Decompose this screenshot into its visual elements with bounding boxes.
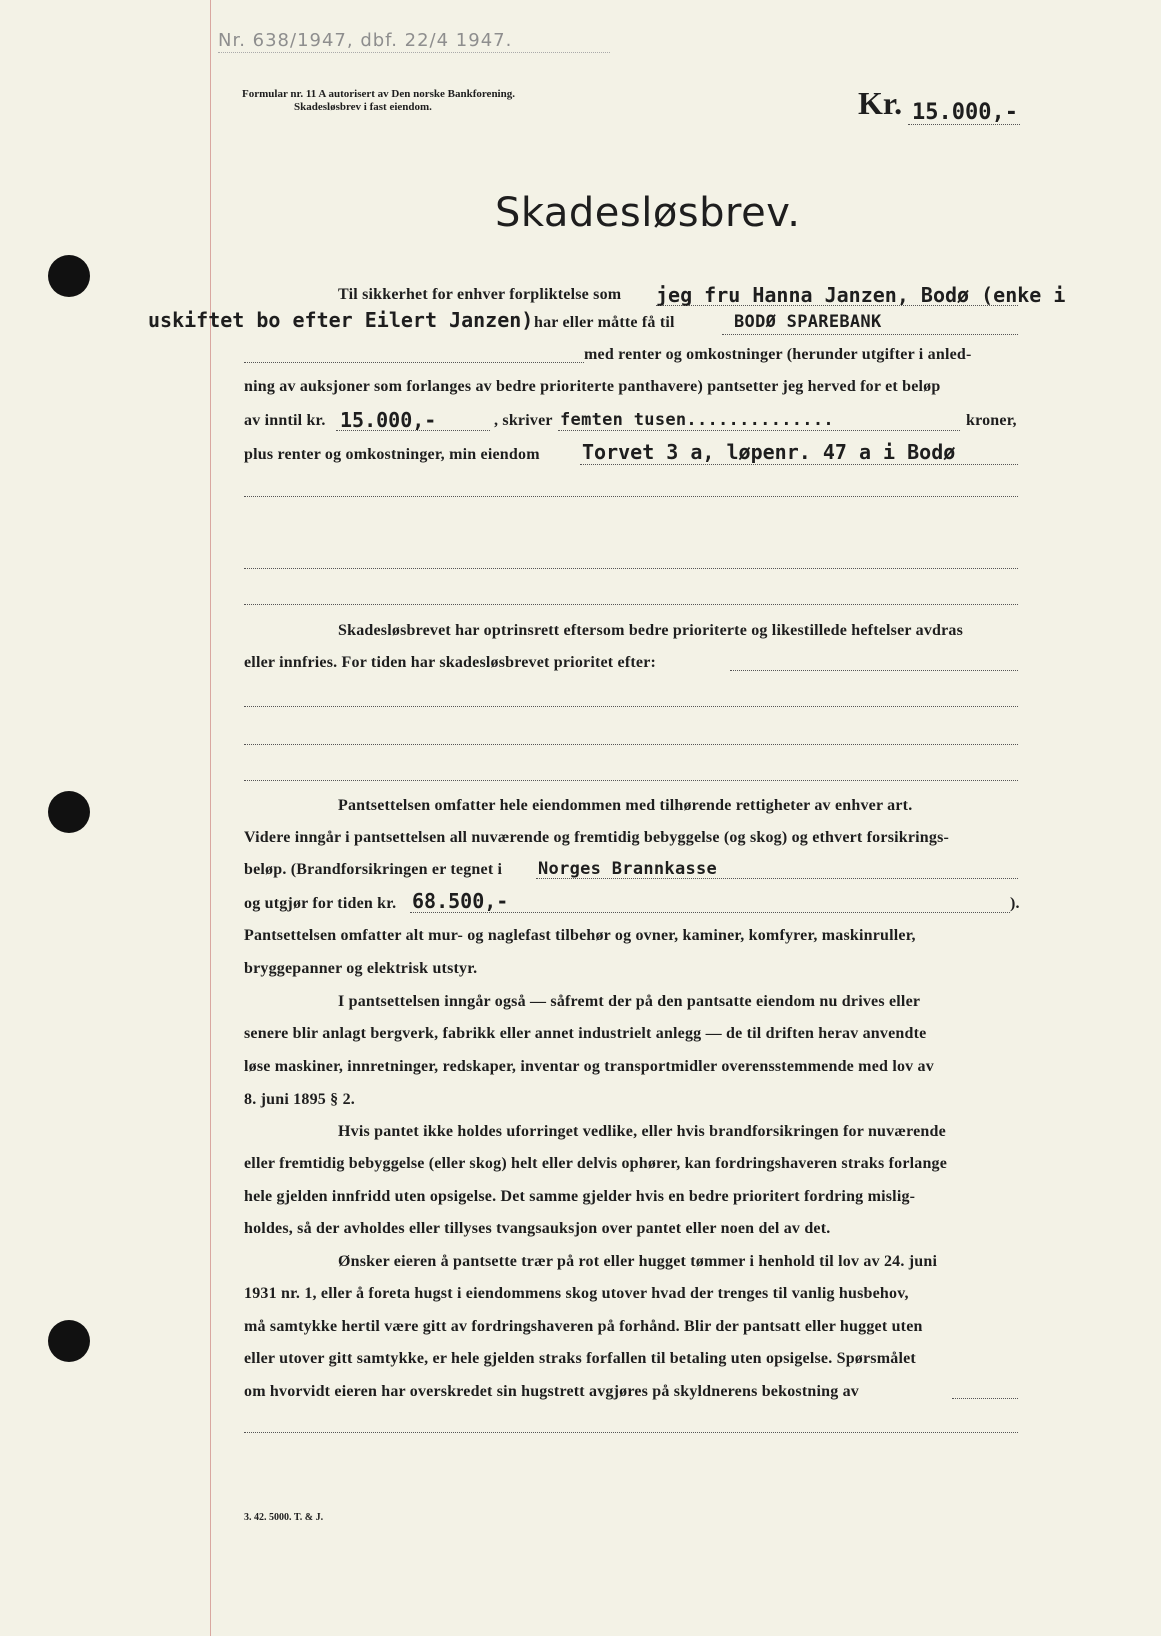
print-code: 3. 42. 5000. T. & J. (244, 1512, 324, 1523)
fill-line (908, 124, 1020, 125)
amount-value: 15.000,- (912, 100, 1018, 125)
body-text: løse maskiner, innretninger, redskaper, inventar og transportmidler overensstemmende med lov av (244, 1058, 934, 1075)
fill-line (244, 780, 1018, 781)
body-text: eller fremtidig bebyggelse (eller skog) helt eller delvis ophører, kan fordringshaveren straks forlange (244, 1155, 948, 1172)
body-text: plus renter og omkostninger, min eiendom (244, 446, 540, 463)
pencil-registration-note: Nr. 638/1947, dbf. 22/4 1947. (218, 30, 513, 51)
body-text: beløp. (Brandforsikringen er tegnet i (244, 861, 503, 878)
punch-hole (48, 255, 90, 297)
body-text: ning av auksjoner som forlanges av bedre prioriterte panthavere) pantsetter jeg herved for et beløp (244, 378, 941, 395)
body-text: I pantsettelsen inngår også — såfremt der på den pantsatte eiendom nu drives eller (338, 993, 921, 1010)
body-text: , skriver (494, 412, 553, 429)
body-text: 1931 nr. 1, eller å foreta hugst i eiendommens skog utover hvad der trenges til vanlig husbehov, (244, 1285, 909, 1302)
fill-line (336, 430, 490, 431)
form-authorization-line: Formular nr. 11 A autorisert av Den norske Bankforening. (242, 88, 515, 100)
fill-line (558, 430, 960, 431)
body-text: Ønsker eieren å pantsette trær på rot eller hugget tømmer i henhold til lov av 24. juni (338, 1253, 938, 1270)
body-text: holdes, så der avholdes eller tillyses tvangsauksjon over pantet eller noen del av det. (244, 1220, 831, 1237)
body-text: Skadesløsbrevet har optrinsrett eftersom bedre prioriterte og likestillede heftelser avdras (338, 622, 964, 639)
body-text: kroner, (966, 412, 1017, 429)
body-text: ). (1010, 895, 1020, 912)
handwritten-amount: 15.000,- (340, 408, 437, 432)
form-type-line: Skadesløsbrev i fast eiendom. (294, 101, 432, 113)
body-text: må samtykke hertil være gitt av fordringshaveren på forhånd. Blir der pantsatt eller hugget uten (244, 1318, 923, 1335)
fill-line (536, 878, 1018, 879)
body-text: Pantsettelsen omfatter hele eiendommen med tilhørende rettigheter av enhver art. (338, 797, 913, 814)
body-text: av inntil kr. (244, 412, 326, 429)
fill-line (244, 1432, 1018, 1433)
fill-line (410, 912, 1010, 913)
fill-line (244, 744, 1018, 745)
body-text: Videre inngår i pantsettelsen all nuværende og fremtidig bebyggelse (og skog) og ethvert forsikrings- (244, 829, 950, 846)
body-text: Til sikkerhet for enhver forpliktelse som (338, 286, 622, 303)
punch-hole (48, 791, 90, 833)
fill-line (244, 706, 1018, 707)
amount-label: Kr. (858, 85, 903, 121)
handwritten-fill: BODØ SPAREBANK (734, 312, 882, 332)
handwritten-insurer: Norges Brannkasse (538, 859, 718, 879)
fill-line (244, 496, 1018, 497)
fill-line (244, 362, 584, 363)
margin-rule (210, 0, 211, 1636)
fill-line (730, 670, 1018, 671)
body-text: eller utover gitt samtykke, er hele gjelden straks forfallen til betaling uten opsigelse. Spørsmålet (244, 1350, 916, 1367)
handwritten-fill: uskiftet bo efter Eilert Janzen) (148, 308, 534, 332)
fill-line (244, 604, 1018, 605)
handwritten-fill: jeg fru Hanna Janzen, Bodø (enke i (656, 283, 1066, 307)
handwritten-amount-words: femten tusen.............. (560, 410, 834, 430)
punch-hole (48, 1320, 90, 1362)
body-text: 8. juni 1895 § 2. (244, 1091, 355, 1108)
body-text: eller innfries. For tiden har skadesløsbrevet prioritet efter: (244, 654, 657, 671)
body-text: og utgjør for tiden kr. (244, 895, 397, 912)
fill-line (722, 334, 1018, 335)
body-text: har eller måtte få til (534, 314, 675, 331)
body-text: hele gjelden innfridd uten opsigelse. Det samme gjelder hvis en bedre prioritert fordring mislig- (244, 1188, 916, 1205)
body-text: Pantsettelsen omfatter alt mur- og naglefast tilbehør og ovner, kaminer, komfyrer, maskinruller, (244, 927, 916, 944)
body-text: om hvorvidt eieren har overskredet sin hugstrett avgjøres på skyldnerens bekostning av (244, 1383, 860, 1400)
handwritten-insured-amount: 68.500,- (412, 889, 509, 913)
fill-line (580, 464, 1018, 465)
handwritten-property: Torvet 3 a, løpenr. 47 a i Bodø (582, 440, 956, 464)
body-text: med renter og omkostninger (herunder utgifter i anled- (584, 346, 972, 363)
document-title: Skadesløsbrev. (495, 190, 801, 236)
fill-line (952, 1398, 1018, 1399)
body-text: Hvis pantet ikke holdes uforringet vedlike, eller hvis brandforsikringen for nuværende (338, 1123, 946, 1140)
fill-line (244, 568, 1018, 569)
body-text: senere blir anlagt bergverk, fabrikk eller annet industrielt anlegg — de til driften herav anvendte (244, 1025, 927, 1042)
body-text: bryggepanner og elektrisk utstyr. (244, 960, 478, 977)
fill-line (656, 305, 1018, 306)
fill-line (218, 52, 610, 53)
